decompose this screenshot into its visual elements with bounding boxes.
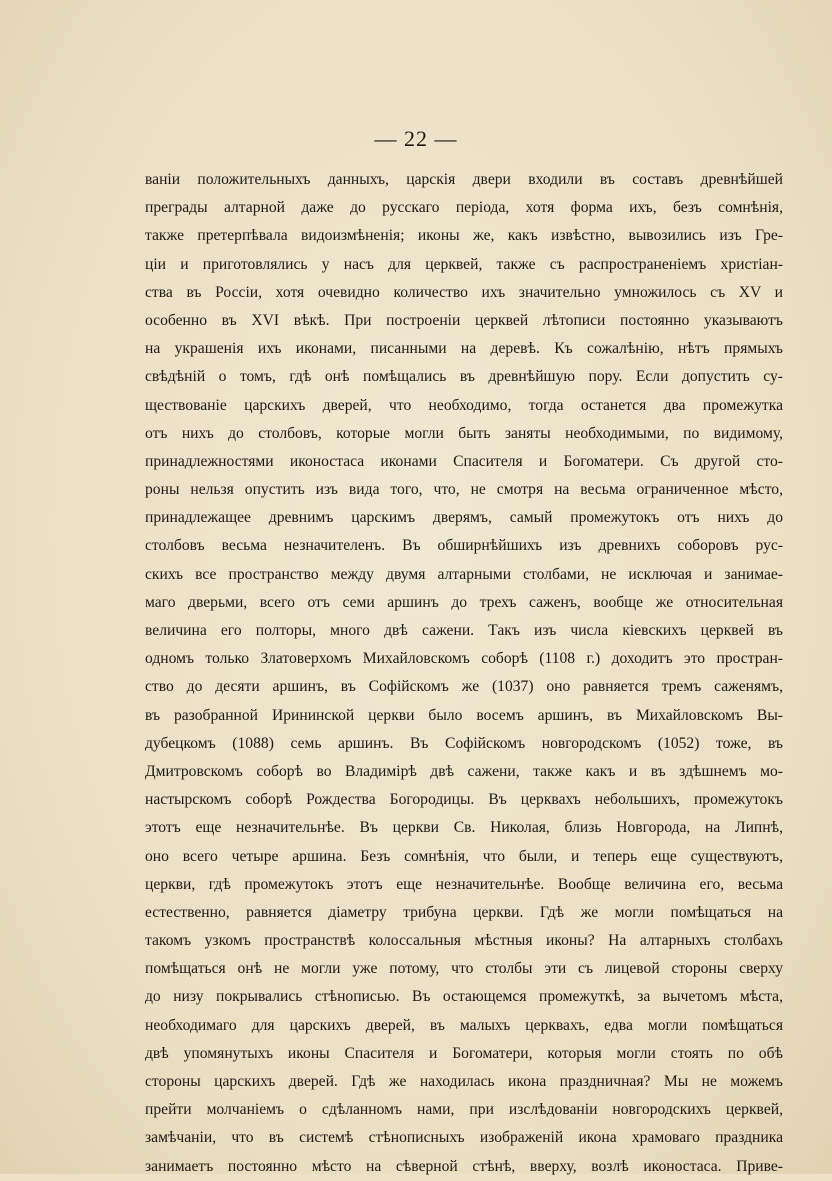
body-text xyxy=(145,166,783,1181)
text-line: роны нельзя опустить изъ вида того, что, не смотря на весьма ограниченное мѣсто, xyxy=(145,481,783,499)
page-number: — 22 — xyxy=(374,126,458,151)
text-line: свѣдѣній о томъ, гдѣ онѣ помѣщались въ древнѣйшую пору. Если допустить су- xyxy=(145,368,783,386)
text-line: Дмитровскомъ соборѣ во Владимірѣ двѣ сажени, также какъ и въ здѣшнемъ мо- xyxy=(145,762,783,780)
text-line: въ разобранной Ирининской церкви было восемъ аршинъ, въ Михайловскомъ Вы- xyxy=(145,706,783,724)
text-line: церкви, гдѣ промежутокъ этотъ еще незначительнѣе. Вообще величина его, весьма xyxy=(145,875,783,893)
text-line: двѣ упомянутыхъ иконы Спасителя и Богоматери, которыя могли стоять по обѣ xyxy=(145,1044,783,1062)
text-line: дубецкомъ (1088) семь аршинъ. Въ Софійскомъ новгородскомъ (1052) тоже, въ xyxy=(145,734,783,752)
text-line: занимаетъ постоянно мѣсто на сѣверной стѣнѣ, вверху, возлѣ иконостаса. Приве- xyxy=(145,1157,783,1175)
text-line: естественно, равняется діаметру трибуна церкви. Гдѣ же могли помѣщаться на xyxy=(145,903,783,921)
text-line: настырскомъ соборѣ Рождества Богородицы. Въ церквахъ небольшихъ, промежутокъ xyxy=(145,791,783,809)
text-line: ціи и приготовлялись у насъ для церквей, также съ распространеніемъ христіан- xyxy=(145,255,783,273)
text-line: скихъ все пространство между двумя алтарными столбами, не исключая и занимае- xyxy=(145,565,783,583)
text-line: ство до десяти аршинъ, въ Софійскомъ же (1037) оно равняется тремъ саженямъ, xyxy=(145,678,783,696)
text-line: особенно въ XVI вѣкѣ. При построеніи церквей лѣтописи постоянно указываютъ xyxy=(145,311,783,329)
text-line: маго дверьми, всего отъ семи аршинъ до трехъ саженъ, вообще же относительная xyxy=(145,593,783,611)
text-line: принадлежностями иконостаса иконами Спасителя и Богоматери. Съ другой сто- xyxy=(145,452,783,470)
text-line: преграды алтарной даже до русскаго періода, хотя форма ихъ, безъ сомнѣнія, xyxy=(145,199,783,217)
text-line: ществованіе царскихъ дверей, что необходимо, тогда останется два промежутка xyxy=(145,396,783,414)
text-line: прейти молчаніемъ о сдѣланномъ нами, при изслѣдованіи новгородскихъ церквей, xyxy=(145,1101,783,1119)
text-line: величина его полторы, много двѣ сажени. Такъ изъ числа кіевскихъ церквей въ xyxy=(145,622,783,639)
text-line: стороны царскихъ дверей. Гдѣ же находилась икона праздничная? Мы не можемъ xyxy=(145,1073,783,1090)
text-line: до низу покрывались стѣнописью. Въ остающемся промежуткѣ, за вычетомъ мѣста, xyxy=(145,988,783,1006)
text-line: помѣщаться онѣ не могли уже потому, что столбы эти съ лицевой стороны сверху xyxy=(145,960,783,978)
text-line: также претерпѣвала видоизмѣненія; иконы же, какъ извѣстно, вывозились изъ Гре- xyxy=(145,227,783,245)
text-line: ства въ Россіи, хотя очевидно количество ихъ значительно умножилось съ XV и xyxy=(145,283,783,301)
text-line: замѣчаніи, что въ системѣ стѣнописныхъ изображеній икона храмоваго праздника xyxy=(145,1129,783,1147)
text-line: отъ нихъ до столбовъ, которые могли быть заняты необходимыми, по видимому, xyxy=(145,424,783,442)
text-line: этотъ еще незначительнѣе. Въ церкви Св. Николая, близь Новгорода, на Липнѣ, xyxy=(145,819,783,837)
text-line: столбовъ весьма незначителенъ. Въ обширнѣйшихъ изъ древнихъ соборовъ рус- xyxy=(145,537,783,555)
text-line: принадлежащее древнимъ царскимъ дверямъ, самый промежутокъ отъ нихъ до xyxy=(145,509,783,527)
text-line: одномъ только Златоверхомъ Михайловскомъ соборѣ (1108 г.) доходитъ это простран- xyxy=(145,650,783,668)
text-line: ваніи положительныхъ данныхъ, царскія двери входили въ составъ древнѣйшей xyxy=(145,171,783,188)
text-line: такомъ узкомъ пространствѣ колоссальныя мѣстныя иконы? На алтарныхъ столбахъ xyxy=(145,932,783,950)
text-line: необходимаго для царскихъ дверей, въ малыхъ церквахъ, едва могли помѣщаться xyxy=(145,1016,783,1034)
text-line: на украшенія ихъ иконами, писанными на деревѣ. Къ сожалѣнію, нѣтъ прямыхъ xyxy=(145,340,783,358)
text-line: оно всего четыре аршина. Безъ сомнѣнія, что были, и теперь еще существуютъ, xyxy=(145,847,783,865)
